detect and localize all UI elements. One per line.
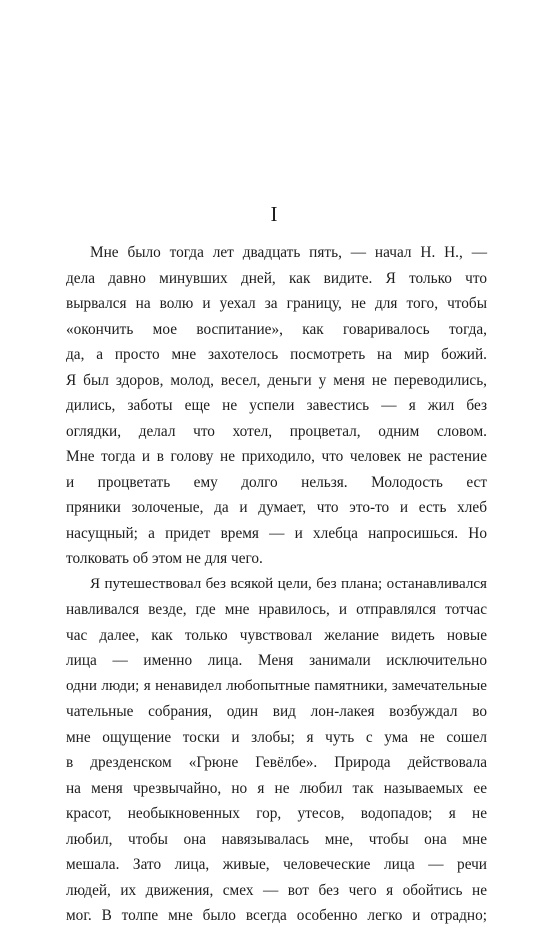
text-line: красот, необыкновенных гор, утесов, водопадов; я не (66, 805, 487, 822)
text-line: оглядки, делал что хотел, процветал, одним словом. (66, 422, 487, 440)
text-line: да, а просто мне захотелось посмотреть на мир божий. (66, 346, 487, 363)
text-line: Я был здоров, молод, весел, деньги у меня не переводились, (66, 371, 487, 389)
text-line: лица — именно лица. Меня занимали исключительно (66, 652, 487, 669)
text-line: вырвался на волю и уехал за границу, не для того, чтобы (66, 295, 487, 312)
text-line: Я путешествовал без всякой цели, без плана; останавливался (90, 575, 487, 592)
text-line: дела давно минувших дней, как видите. Я только что (66, 269, 487, 287)
text-line: и процветать ему долго нельзя. Молодость ест (66, 473, 487, 491)
text-line: толковать об этом не для чего. (66, 550, 263, 567)
text-line: мне ощущение тоски и злобы; я чуть с ума не сошел (66, 728, 487, 746)
text-line: Мне тогда и в голову не приходило, что человек не растение (66, 448, 487, 465)
text-line: Мне было тогда лет двадцать пять, — начал Н. Н., — (90, 244, 487, 261)
body-text (66, 240, 487, 929)
text-line: мог. В толпе мне было всегда особенно легко и отрадно; (66, 907, 487, 924)
text-line: дились, заботы еще не успели завестись — я жил без (66, 397, 487, 414)
text-line: час далее, как только чувствовал желание видеть новые (66, 626, 487, 644)
text-line: одни люди; я ненавидел любопытные памятники, замечательные (66, 677, 487, 694)
text-line: людей, их движения, смех — вот без чего я обойтись не (66, 881, 487, 899)
text-line: насущный; а придет время — и хлебца напросишься. Но (66, 524, 487, 542)
text-line: навливался везде, где мне нравилось, и отправлялся тотчас (66, 601, 487, 618)
text-line: в дрезденском «Грюне Гевёлбе». Природа действовала (66, 754, 487, 771)
text-line: мешала. Зато лица, живые, человеческие лица — речи (66, 856, 487, 873)
text-line: на меня чрезвычайно, но я не любил так называемых ее (66, 779, 487, 797)
text-line: чательные собрания, один вид лон-лакея возбуждал во (66, 703, 487, 720)
text-line: любил, чтобы она навязывалась мне, чтобы она мне (66, 830, 487, 848)
text-line: «окончить мое воспитание», как говаривалось тогда, (66, 320, 487, 338)
text-line: пряники золоченые, да и думает, что это-то и есть хлеб (66, 499, 487, 516)
chapter-number: I (270, 202, 278, 226)
